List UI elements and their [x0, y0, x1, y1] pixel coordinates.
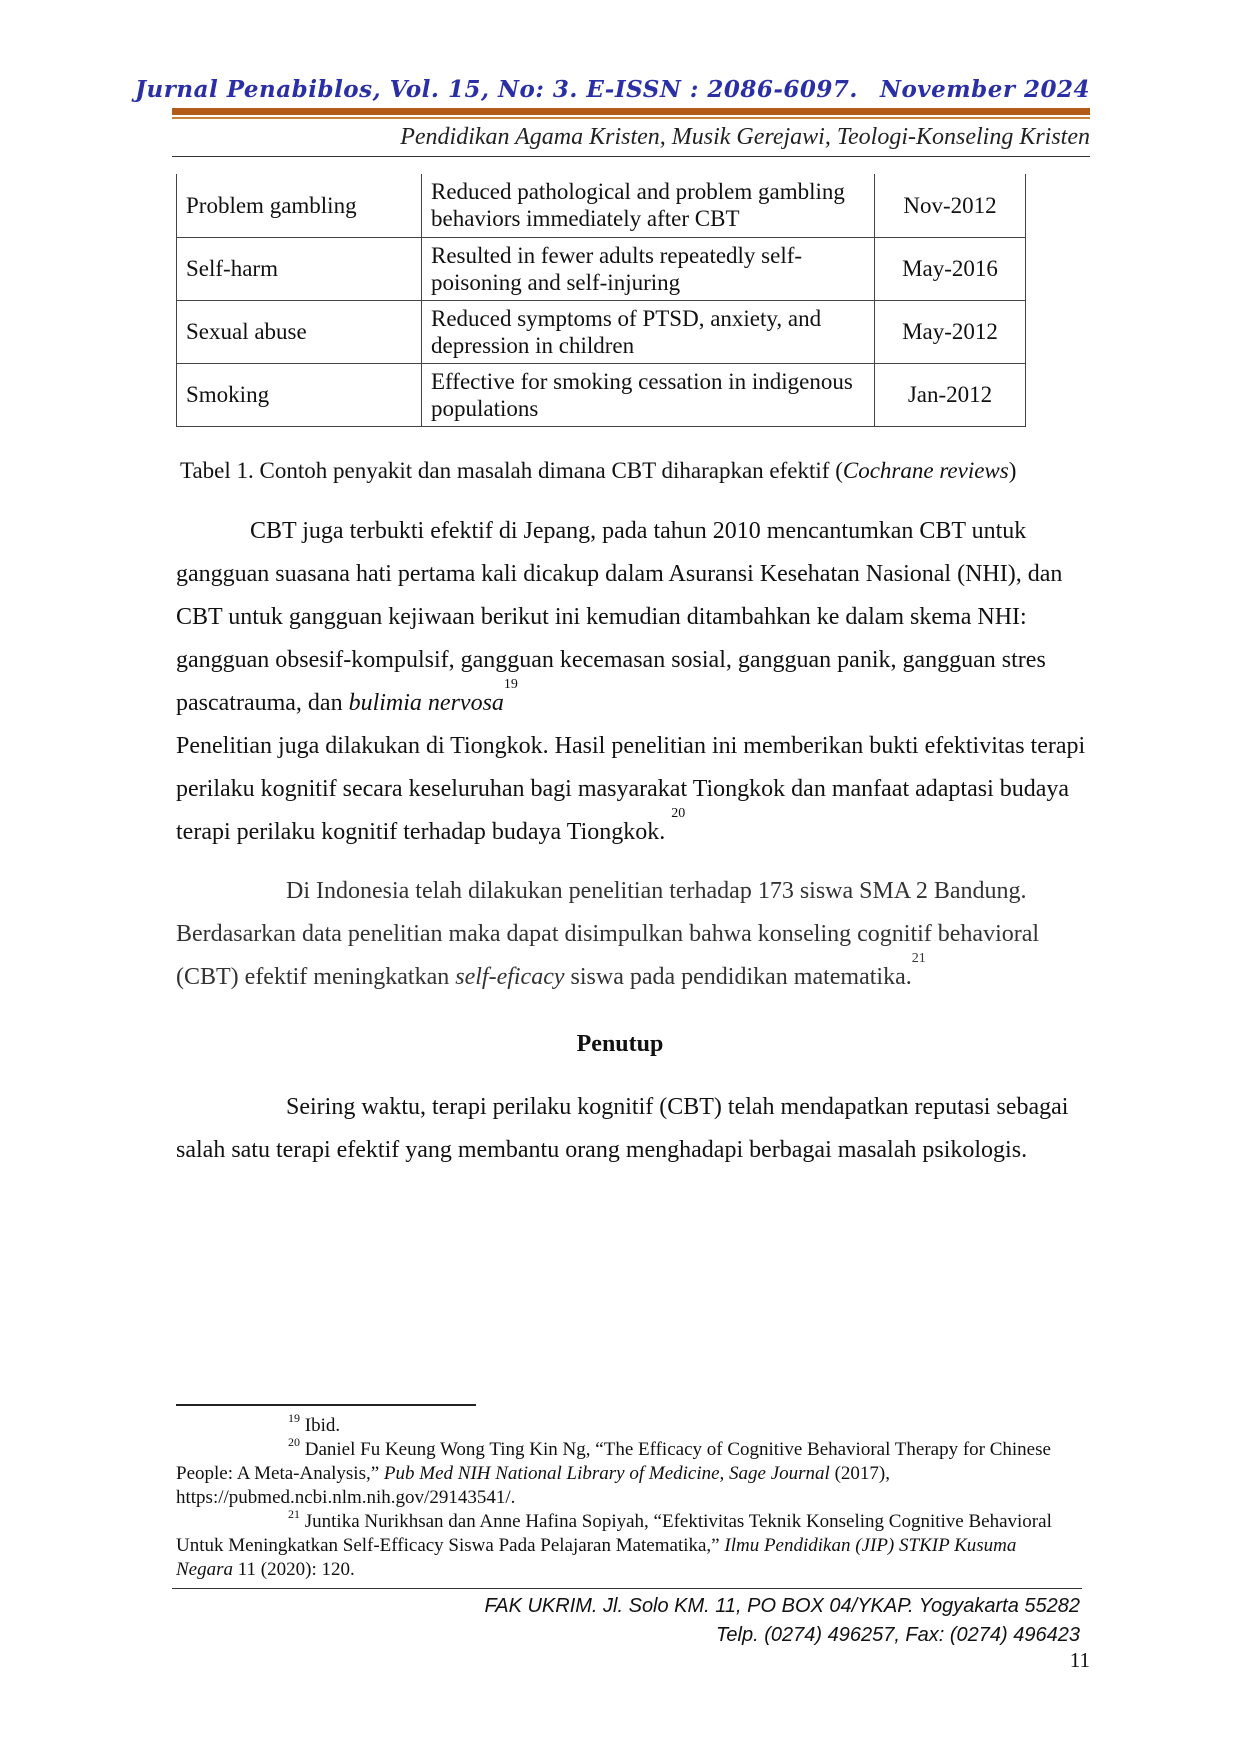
footnote-item [176, 1435, 1076, 1510]
table-cell-date: Nov-2012 [875, 174, 1026, 237]
table-caption [180, 458, 1016, 484]
table-cell-date: May-2012 [875, 300, 1026, 363]
caption-end: ) [1008, 458, 1017, 483]
footnote-ref[interactable]: 21 [911, 951, 926, 966]
footnote-number: 20 [288, 1435, 300, 1449]
paragraph-indonesia [176, 870, 1096, 999]
table-cell-date: Jan-2012 [875, 363, 1026, 426]
footnote-item [176, 1507, 1076, 1582]
footnote-end: 11 (2020): 120. [233, 1559, 355, 1580]
journal-month: November 2024 [879, 76, 1090, 103]
paragraph-closing [176, 1086, 1096, 1172]
journal-name: Jurnal Penabiblos, Vol. 15, No: 3. E-ISSN : 2086-6097. [135, 76, 858, 103]
footnote-number: 19 [288, 1411, 300, 1425]
table-cell-condition: Sexual abuse [177, 300, 422, 363]
table-cell-condition: Problem gambling [177, 174, 422, 237]
table-row [177, 174, 1026, 237]
journal-title [135, 76, 1090, 103]
header-divider [172, 156, 1090, 157]
table-row [177, 300, 1026, 363]
paragraph-text: CBT juga terbukti efektif di Jepang, pada tahun 2010 mencantumkan CBT untuk gangguan suasana hati pertama kali dicakup dalam Asuransi Kesehatan Nasional (NHI), dan CBT untuk gangguan kejiwaan berikut ini kemudian ditambahkan ke dalam skema NHI: gangguan obsesif-kompulsif, gangguan kecemasan sosial, gangguan panik, gangguan stres pascatrauma, dan [176, 518, 1063, 716]
header-rule-thin [172, 117, 1090, 119]
footnote-item [176, 1411, 1076, 1438]
paragraph-text: Di Indonesia telah dilakukan penelitian terhadap 173 siswa SMA 2 Bandung. Berdasarkan data penelitian maka dapat disimpulkan bahwa konseling cognitif behavioral (CBT) efektif meningkatkan [176, 878, 1040, 990]
footnote-number: 21 [288, 1507, 300, 1521]
table-cell-condition: Smoking [177, 363, 422, 426]
caption-italic: Cochrane reviews [842, 458, 1009, 483]
paragraph-text: Penelitian juga dilakukan di Tiongkok. Hasil penelitian ini memberikan bukti efektivitas terapi perilaku kognitif secara keseluruhan bagi masyarakat Tiongkok dan manfaat adaptasi budaya terapi perilaku kognitif terhadap budaya Tiongkok. [176, 733, 1086, 845]
journal-subtitle: Pendidikan Agama Kristen, Musik Gerejawi, Teologi-Konseling Kristen [400, 124, 1090, 150]
footnote-text: Ibid. [304, 1415, 341, 1436]
footnotes [176, 1411, 1076, 1582]
table-cell-finding: Reduced pathological and problem gambling behaviors immediately after CBT [422, 174, 875, 237]
footer-phone: Telp. (0274) 496257, Fax: (0274) 496423 [716, 1624, 1080, 1646]
paragraph-japan [176, 510, 1096, 725]
paragraph-china [176, 725, 1096, 854]
footer-address: FAK UKRIM. Jl. Solo KM. 11, PO BOX 04/YKAP. Yogyakarta 55282 [484, 1595, 1080, 1617]
table-cell-finding: Effective for smoking cessation in indigenous populations [422, 363, 875, 426]
footnote-divider [176, 1404, 476, 1406]
footer [485, 1592, 1080, 1650]
caption-text: Tabel 1. Contoh penyakit dan masalah dimana CBT diharapkan efektif ( [180, 458, 843, 483]
footnote-text: Daniel Fu Keung Wong Ting Kin Ng, “The Efficacy of Cognitive Behavioral Therapy for Chinese People: A Meta-Analysis,” [176, 1439, 1051, 1484]
paragraph-text: Seiring waktu, terapi perilaku kognitif (CBT) telah mendapatkan reputasi sebagai salah satu terapi efektif yang membantu orang menghadapi berbagai masalah psikologis. [176, 1094, 1069, 1163]
paragraph-italic: bulimia nervosa [348, 690, 504, 716]
paragraph-end: siswa pada pendidikan matematika. [564, 964, 912, 990]
footer-divider [172, 1588, 1082, 1589]
table-cell-condition: Self-harm [177, 237, 422, 300]
header-rule [172, 108, 1090, 115]
footnote-end[interactable]: (2017), https://pubmed.ncbi.nlm.nih.gov/29143541/. [176, 1463, 890, 1508]
table-cell-finding: Reduced symptoms of PTSD, anxiety, and depression in children [422, 300, 875, 363]
table-row [177, 363, 1026, 426]
cbt-table [176, 174, 1026, 427]
paragraph-italic: self-eficacy [455, 964, 565, 990]
footnote-text: Juntika Nurikhsan dan Anne Hafina Sopiyah, “Efektivitas Teknik Konseling Cognitive Behavioral Untuk Meningkatkan Self-Efficacy Siswa Pada Pelajaran Matematika,” [176, 1511, 1052, 1556]
table-row [177, 237, 1026, 300]
footnote-ref[interactable]: 19 [503, 677, 518, 692]
table-cell-finding: Resulted in fewer adults repeatedly self-poisoning and self-injuring [422, 237, 875, 300]
footnote-ref[interactable]: 20 [671, 806, 686, 821]
footnote-italic: Ilmu Pendidikan (JIP) STKIP Kusuma Negara [176, 1535, 1017, 1580]
section-heading: Penutup [576, 1031, 664, 1057]
footnote-italic: Pub Med NIH National Library of Medicine, Sage Journal [383, 1463, 830, 1484]
page-number: 11 [1069, 1648, 1090, 1672]
table-cell-date: May-2016 [875, 237, 1026, 300]
